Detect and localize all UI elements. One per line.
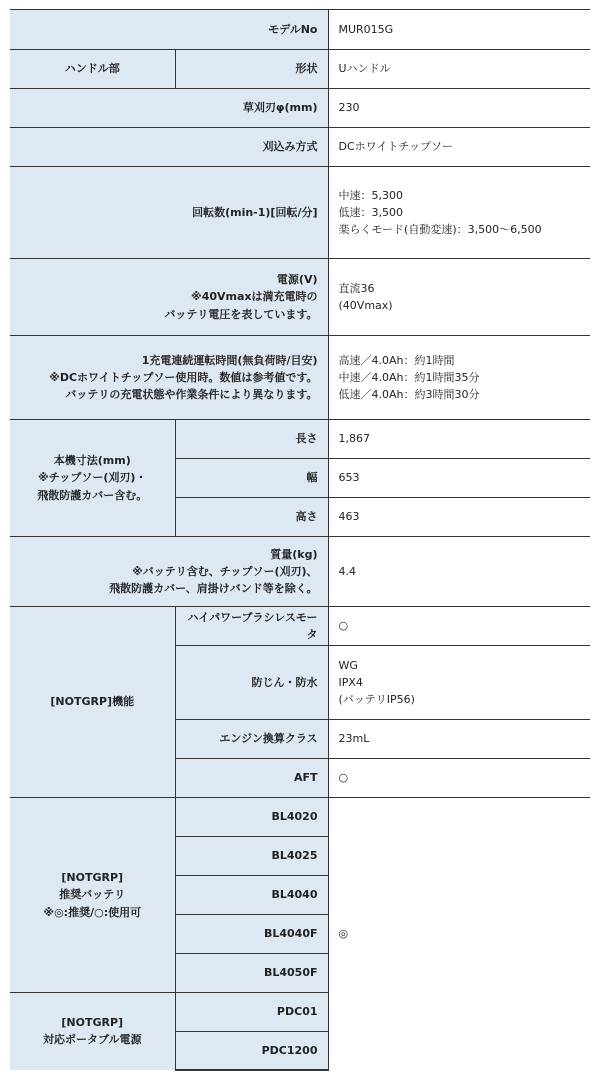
runtime-label-line: バッテリの充電状態や作業条件により異なります。 [65,388,318,402]
cutting-value: DCホワイトチップソー [328,128,590,167]
power-label-line: 電源(V) [276,273,318,287]
rpm-label: 回転数(min-1)[回転/分] [10,167,328,259]
row-dim-length [10,420,590,459]
row-model [10,10,590,50]
runtime-label [10,336,328,420]
blade-value: 230 [328,89,590,128]
waterproof-label: 防じん・防水 [175,646,328,720]
handle-label: 形状 [175,50,328,89]
model-value: MUR015G [328,10,590,50]
battery-item: BL4040 [175,876,328,915]
blade-label: 草刈刃φ(mm) [10,89,328,128]
power-label [10,259,328,336]
portable-group-line: [NOTGRP] [61,1016,124,1030]
weight-value: 4.4 [328,537,590,607]
power-value-line: (40Vmax) [338,299,393,312]
dim-length-label: 長さ [175,420,328,459]
dimensions-group-line: ※チップソー(刈刃)・ [38,471,147,485]
row-blade [10,89,590,128]
waterproof-values [328,646,590,720]
rpm-values [328,167,590,259]
dimensions-group-line: 本機寸法(mm) [53,454,131,468]
battery-group-line: [NOTGRP] [61,871,124,885]
brushless-value: ○ [328,607,590,646]
row-power [10,259,590,336]
battery-group-line: 推奨バッテリ [59,888,126,902]
row-handle [10,50,590,89]
power-label-line: ※40Vmaxは満充電時の [191,290,318,304]
battery-item: BL4020 [175,798,328,837]
weight-label [10,537,328,607]
battery-item: BL4040F [175,915,328,954]
aft-value: ○ [328,759,590,798]
weight-label-line: ※バッテリ含む、チップソー(刈刃)、 [132,564,318,578]
dim-height-value: 463 [328,498,590,537]
cutting-label: 刈込み方式 [10,128,328,167]
runtime-label-line: ※DCホワイトチップソー使用時。数値は参考値です。 [49,370,318,384]
battery-group [10,798,175,993]
power-values [328,259,590,336]
portable-group-line: 対応ポータブル電源 [42,1033,142,1047]
engine-label: エンジン換算クラス [175,720,328,759]
power-value-line: 直流36 [338,281,375,295]
battery-item: BL4050F [175,954,328,993]
rpm-value-low: 低速：3,500 [338,205,403,219]
runtime-value-mid: 中速／4.0Ah：約1時間35分 [338,370,480,384]
dim-height-label: 高さ [175,498,328,537]
weight-label-line: 質量(kg) [270,547,318,561]
waterproof-value-line: IPX4 [338,675,363,689]
aft-label: AFT [175,759,328,798]
runtime-value-high: 高速／4.0Ah：約1時間 [338,353,455,367]
portable-group [10,993,175,1070]
weight-label-line: 飛散防護カバー、肩掛けバンド等を除く。 [109,582,318,596]
dimensions-group [10,420,175,537]
power-label-line: バッテリ電圧を表しています。 [164,307,318,321]
battery-item: BL4025 [175,837,328,876]
row-weight [10,537,590,607]
features-group: [NOTGRP]機能 [10,607,175,798]
row-runtime [10,336,590,420]
rpm-value-auto: 楽らくモード(自動変速)：3,500～6,500 [338,223,542,237]
row-brushless [10,607,590,646]
row-cutting [10,128,590,167]
brushless-label: ハイパワーブラシレスモータ [175,607,328,646]
runtime-value-low: 低速／4.0Ah：約3時間30分 [338,388,480,402]
rpm-value-mid: 中速：5,300 [338,188,403,202]
engine-value: 23mL [328,720,590,759]
row-bl4020 [10,798,590,837]
portable-item: PDC1200 [175,1032,328,1070]
dim-length-value: 1,867 [328,420,590,459]
portable-item: PDC01 [175,993,328,1032]
runtime-label-line: 1充電連続運転時間(無負荷時/目安) [141,353,318,367]
handle-value: Uハンドル [328,50,590,89]
spec-table [10,9,590,1071]
battery-value: ◎ [328,798,590,1070]
waterproof-value-line: WG [338,658,358,672]
runtime-values [328,336,590,420]
model-label: モデルNo [10,10,328,50]
dimensions-group-line: 飛散防護カバー含む。 [37,488,148,502]
dim-width-value: 653 [328,459,590,498]
dim-width-label: 幅 [175,459,328,498]
handle-group: ハンドル部 [10,50,175,89]
row-rpm [10,167,590,259]
waterproof-value-line: (バッテリIP56) [338,693,415,707]
battery-group-line: ※◎:推奨/○:使用可 [43,905,142,919]
